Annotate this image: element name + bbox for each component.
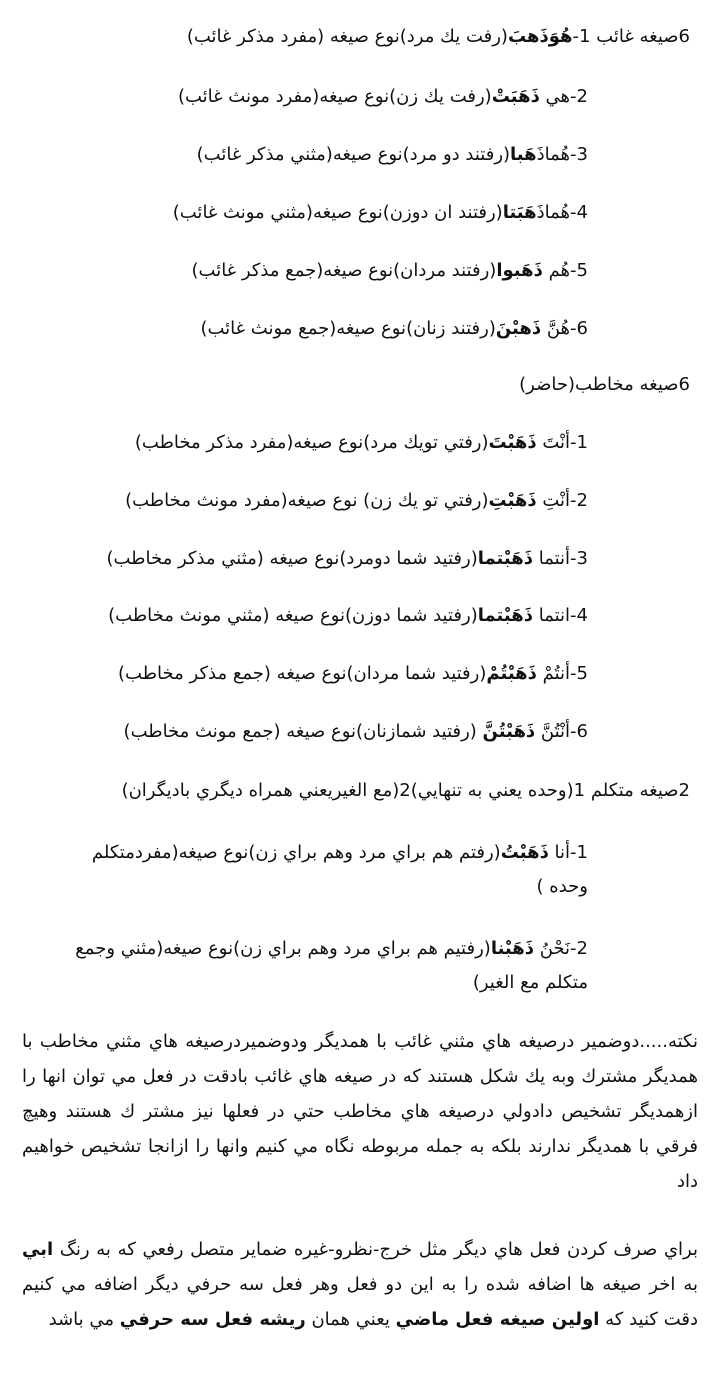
list-item <box>0 140 720 170</box>
item-prefix: 3-أنتما <box>532 548 588 569</box>
heading-rest: (رفت يك مرد)نوع صيغه (مفرد مذكر غائب) <box>186 26 508 47</box>
verb: ذَهَبْتما <box>477 548 533 569</box>
verb: ذَهَبْتَ <box>488 432 537 453</box>
item-rest: (رفتند مردان)نوع صيغه(جمع مذكر غائب) <box>191 260 497 281</box>
verb: ذَهَبْتُ <box>500 842 549 863</box>
list-item <box>0 544 720 574</box>
item-prefix: 2-نَحْنُ <box>533 938 588 959</box>
list-item <box>0 601 720 631</box>
final-paragraph <box>0 1232 720 1337</box>
verb: ذَهَبَتْ <box>491 86 540 107</box>
list-item <box>0 256 720 286</box>
item-rest: (رفتيد شما دوزن)نوع صيغه (مثني مونث مخاطب) <box>108 605 478 626</box>
list-item <box>0 486 720 516</box>
item-prefix: 4-هُماذَ <box>536 202 588 223</box>
verb: ذَهبْنَ <box>495 318 542 339</box>
verb: هُوَذَهبَ <box>507 26 573 47</box>
list-item <box>0 659 720 689</box>
highlight-blue: ابي <box>22 1239 54 1260</box>
item-prefix: 6-أنْتُنَّ <box>535 721 588 742</box>
section2-heading: 6صيغه مخاطب(حاضر) <box>519 374 690 395</box>
final-text: به اخر صيغه ها اضافه شده را به اين دو فعل وهر فعل سه حرفي ديگر اضافه مي كنيم دقت كنيد كه <box>22 1274 698 1330</box>
item-rest: (رفتيد شمازنان)نوع صيغه (جمع مونث مخاطب) <box>123 721 483 742</box>
final-text: يعني همان <box>305 1309 396 1330</box>
verb: ذَهَبوا <box>496 260 543 281</box>
section3-heading: 2صيغه متكلم 1(وحده يعني به تنهايي)2(مع الغيريعني همراه ديگري باديگران) <box>121 780 690 801</box>
list-item <box>0 198 720 228</box>
final-text: مي باشد <box>48 1309 120 1330</box>
highlight-bold: اولين صيغه فعل ماضي <box>395 1309 600 1330</box>
list-item <box>0 836 720 904</box>
item-prefix: 1-أنْتَ <box>536 432 588 453</box>
section1-heading <box>0 22 720 52</box>
item-prefix: 4-انتما <box>532 605 588 626</box>
item-prefix: 1-أنا <box>548 842 588 863</box>
item-prefix: 6-هُنَّ <box>541 318 588 339</box>
verb: ذَهَبْنا <box>490 938 534 959</box>
verb: ذَهَبْتُنَّ <box>482 721 536 742</box>
item-prefix: 5-هُم <box>542 260 588 281</box>
verb: هَبا <box>510 144 537 165</box>
item-rest: (رفت يك زن)نوع صيغه(مفرد مونث غائب) <box>177 86 492 107</box>
item-prefix: 3-هُماذَ <box>536 144 588 165</box>
verb: ذَهَبْتما <box>477 605 533 626</box>
list-item <box>0 82 720 112</box>
item-rest: (رفتيد شما مردان)نوع صيغه (جمع مذكر مخاطب) <box>118 663 487 684</box>
item-rest: (رفتند زنان)نوع صيغه(جمع مونث غائب) <box>200 318 496 339</box>
item-prefix: 2-أنْتِ <box>536 490 588 511</box>
item-rest: (رفتيد شما دومرد)نوع صيغه (مثني مذكر مخاطب) <box>106 548 478 569</box>
item-rest: (رفتند دو مرد)نوع صيغه(مثني مذكر غائب) <box>196 144 511 165</box>
item-rest: (رفتيم هم براي مرد وهم براي زن)نوع صيغه(مثني وجمع متكلم مع الغير) <box>75 938 588 993</box>
list-item <box>0 314 720 344</box>
verb: هَبَتا <box>502 202 537 223</box>
item-rest: (رفتي تو يك زن) نوع صيغه(مفرد مونث مخاطب) <box>125 490 489 511</box>
item-rest: (رفتند ان دوزن)نوع صيغه(مثني مونث غائب) <box>172 202 503 223</box>
heading-prefix: 6صيغه غائب 1- <box>572 26 690 47</box>
item-prefix: 2-هي <box>539 86 588 107</box>
note-paragraph: نكته.....دوضمير درصيغه هاي مثني غائب با همديگر ودوضميردرصيغه هاي مثني مخاطب با همديگر مشترك وبه يك شكل هستند كه در صيغه هاي غائب بادقت در فعل مي توان انها را ازهمديگر تشخيص دادولي درصيغه هاي مخاطب حتي در فعلها نيز مشتر ك هستند وهيچ فرقي با همديگر ندارند بلكه به جمله مربوطه نگاه مي كنيم وانها را ازانجا تشخيص خواهيم داد <box>22 1031 698 1192</box>
highlight-bold: ريشه فعل سه حرفي <box>119 1309 306 1330</box>
verb: ذَهَبْتِ <box>488 490 537 511</box>
item-rest: (رفتي تويك مرد)نوع صيغه(مفرد مذكر مخاطب) <box>134 432 489 453</box>
list-item <box>0 717 720 747</box>
item-rest: (رفتم هم براي مرد وهم براي زن)نوع صيغه(مفردمتكلم وحده ) <box>91 842 588 897</box>
verb: ذَهَبْتُمْ <box>486 663 537 684</box>
final-text: براي صرف كردن فعل هاي ديگر مثل خرج-نظرو-غيره ضماير متصل رفعي كه به رنگ <box>53 1239 698 1260</box>
list-item <box>0 932 720 1000</box>
item-prefix: 5-أنتُمْ <box>536 663 588 684</box>
list-item <box>0 428 720 458</box>
